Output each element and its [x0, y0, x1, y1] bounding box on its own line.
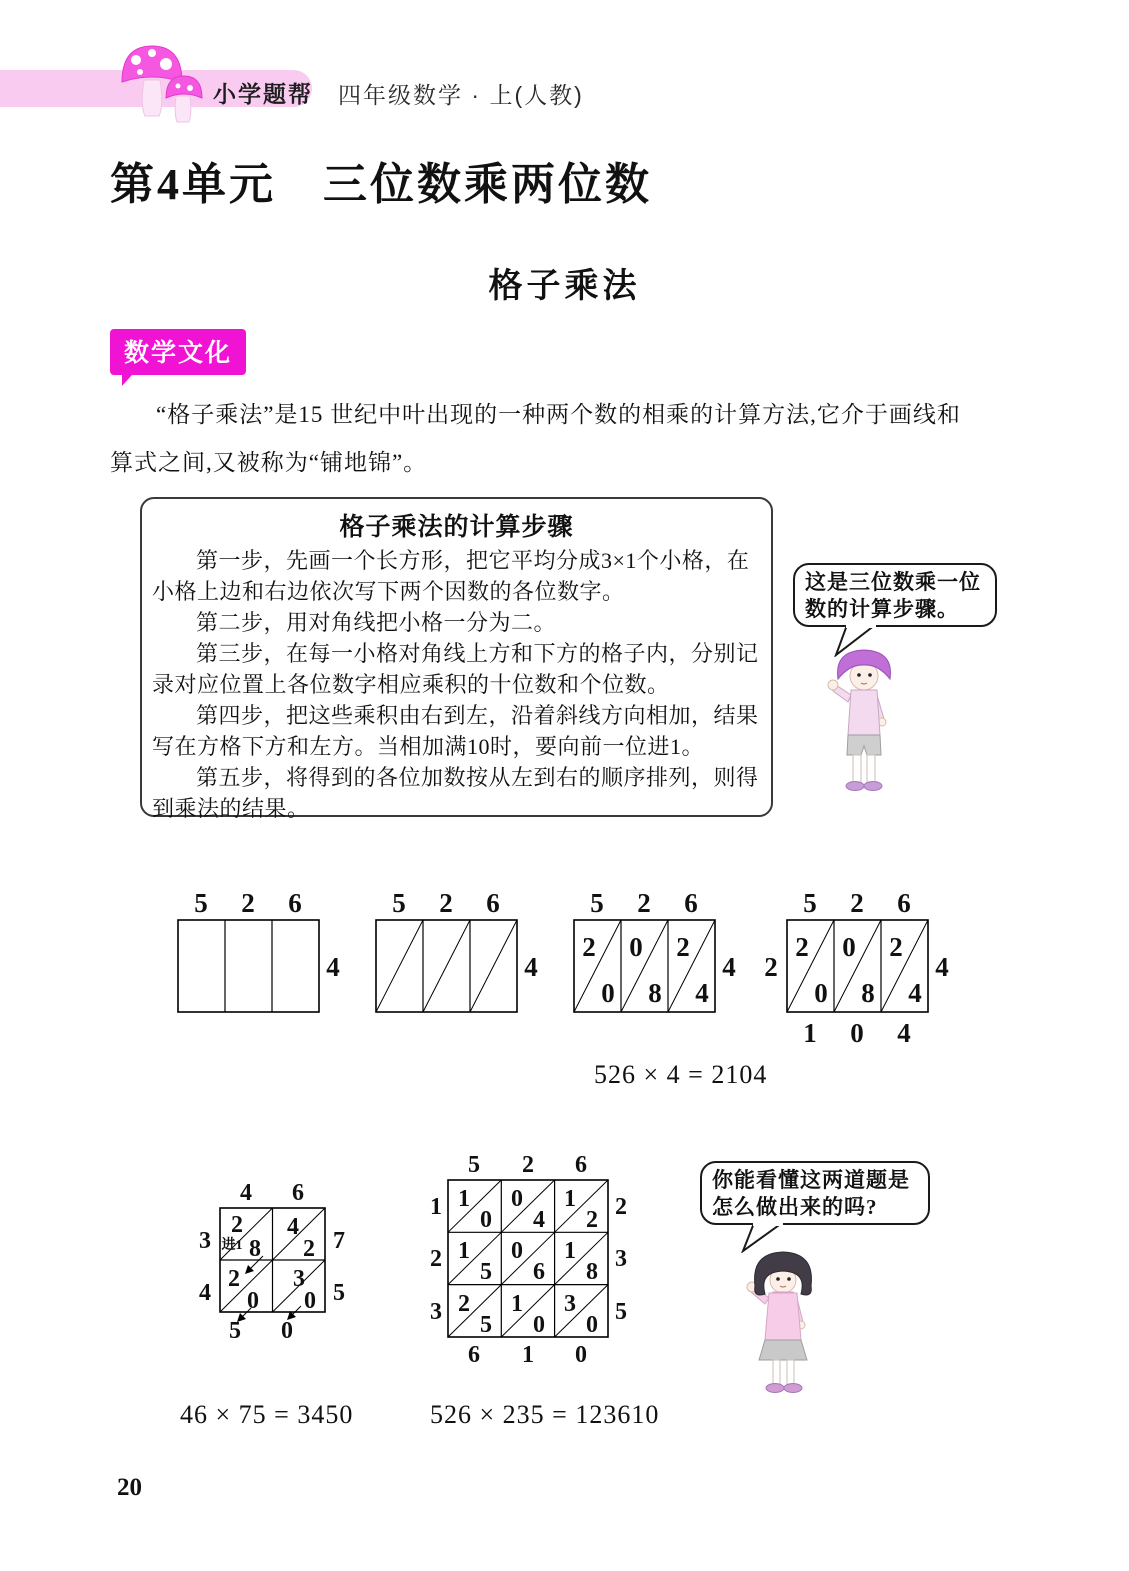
- cell-ones-digit: 2: [586, 1207, 598, 1233]
- cell-tens-digit: 2: [228, 1266, 240, 1292]
- cell-ones-digit: 6: [533, 1259, 545, 1285]
- intro-paragraph-line2: 算式之间,又被称为“铺地锦”。: [110, 450, 428, 475]
- cell-ones-digit: 0: [533, 1312, 545, 1338]
- cell-ones-digit: 0: [304, 1288, 316, 1314]
- boy-speech-line2: 数的计算步骤。: [805, 597, 959, 621]
- step-4: 第四步，把这些乘积由右到左，沿着斜线方向相加，结果写在方格下方和左方。当相加满10时，要向前一位进1。: [152, 703, 759, 759]
- factor-digit: 6: [292, 1180, 304, 1206]
- lattice-stage1-grid: [164, 884, 369, 1054]
- factor-digit: 2: [615, 1194, 627, 1220]
- cell-tens-digit: 2: [231, 1212, 243, 1238]
- result-digit: 3: [199, 1228, 211, 1254]
- equation-526x4: 526 × 4 = 2104: [594, 1060, 768, 1089]
- factor-digit: 2: [241, 888, 255, 918]
- cell-tens-digit: 3: [564, 1291, 576, 1317]
- girl-speech-bubble: [700, 1161, 930, 1225]
- cell-ones-digit: 8: [249, 1236, 261, 1262]
- cell-ones-digit: 5: [480, 1259, 492, 1285]
- section-title: 格子乘法: [488, 267, 641, 305]
- equation-526x235: 526 × 235 = 123610: [430, 1400, 660, 1429]
- result-digit: 1: [522, 1342, 534, 1368]
- factor-digit: 5: [468, 1152, 480, 1178]
- factor-digit: 5: [194, 888, 208, 918]
- steps-box: [140, 497, 773, 821]
- factor-digit: 5: [803, 888, 817, 918]
- result-digit: 6: [468, 1342, 480, 1368]
- cell-tens-digit: 0: [511, 1238, 523, 1264]
- cell-ones-digit: 0: [247, 1288, 259, 1314]
- factor-digit: 4: [326, 952, 340, 982]
- step-1: 第一步，先画一个长方形，把它平均分成3×1个小格，在小格上边和右边依次写下两个因数的各位数字。: [152, 548, 750, 604]
- factor-digit: 4: [524, 952, 538, 982]
- book-edition-title: 四年级数学 · 上(人教): [338, 82, 584, 108]
- cell-ones-digit: 8: [586, 1259, 598, 1285]
- step-3: 第三步，在每一小格对角线上方和下方的格子内，分别记录对应位置上各位数字相应乘积的十位数和个位数。: [152, 641, 759, 697]
- cell-tens-digit: 0: [842, 932, 856, 962]
- cell-ones-digit: 8: [861, 978, 875, 1008]
- cell-tens-digit: 1: [564, 1186, 576, 1212]
- cell-ones-digit: 0: [586, 1312, 598, 1338]
- result-digit: 3: [430, 1299, 442, 1325]
- intro-paragraph-line1: “格子乘法”是15 世纪中叶出现的一种两个数的相乘的计算方法,它介于画线和: [156, 402, 961, 427]
- factor-digit: 7: [333, 1228, 345, 1254]
- cell-tens-digit: 0: [629, 932, 643, 962]
- cell-ones-digit: 4: [533, 1207, 545, 1233]
- badge-tail: [122, 366, 140, 386]
- factor-digit: 4: [935, 952, 949, 982]
- factor-digit: 2: [522, 1152, 534, 1178]
- cell-tens-digit: 2: [458, 1291, 470, 1317]
- factor-digit: 3: [615, 1246, 627, 1272]
- equation-46x75: 46 × 75 = 3450: [180, 1400, 354, 1429]
- result-digit: 2: [430, 1246, 442, 1272]
- factor-digit: 4: [240, 1180, 252, 1206]
- boy-speech-line1: 这是三位数乘一位: [805, 570, 981, 594]
- result-digit: 0: [281, 1318, 293, 1344]
- factor-digit: 5: [333, 1280, 345, 1306]
- carry-note: 进1: [221, 1238, 243, 1253]
- cell-tens-digit: 4: [287, 1214, 299, 1240]
- cell-tens-digit: 2: [676, 932, 690, 962]
- steps-box-title: 格子乘法的计算步骤: [339, 514, 574, 541]
- boy-speech-bubble: [793, 563, 997, 627]
- cell-tens-digit: 1: [564, 1238, 576, 1264]
- factor-digit: 5: [615, 1299, 627, 1325]
- factor-digit: 4: [722, 952, 736, 982]
- factor-digit: 5: [590, 888, 604, 918]
- cell-tens-digit: 1: [458, 1186, 470, 1212]
- factor-digit: 6: [575, 1152, 587, 1178]
- step-5: 第五步，将得到的各位加数按从左到右的顺序排列，则得到乘法的结果。: [152, 765, 759, 821]
- cell-ones-digit: 8: [648, 978, 662, 1008]
- result-digit: 0: [850, 1018, 864, 1048]
- cell-ones-digit: 5: [480, 1312, 492, 1338]
- girl-character-illustration: [735, 1246, 830, 1394]
- cell-ones-digit: 2: [303, 1236, 315, 1262]
- mushrooms-icon: [112, 36, 212, 128]
- factor-digit: 6: [288, 888, 302, 918]
- cell-ones-digit: 0: [480, 1207, 492, 1233]
- lattice-46x75-grid: [185, 1152, 360, 1352]
- result-digit: 5: [229, 1318, 241, 1344]
- cell-tens-digit: 2: [582, 932, 596, 962]
- lattice-stage4-grid: [755, 884, 960, 1054]
- cell-tens-digit: 1: [458, 1238, 470, 1264]
- step-2: 第二步，用对角线把小格一分为二。: [196, 610, 557, 635]
- cell-ones-digit: 0: [814, 978, 828, 1008]
- brand-title: 小学题帮: [213, 81, 313, 107]
- factor-digit: 2: [439, 888, 453, 918]
- factor-digit: 6: [897, 888, 911, 918]
- lattice-526x235-grid: [428, 1142, 643, 1372]
- lattice-stage2-grid: [362, 884, 567, 1054]
- result-digit: 2: [764, 952, 778, 982]
- factor-digit: 2: [637, 888, 651, 918]
- result-digit: 4: [897, 1018, 911, 1048]
- cell-tens-digit: 2: [889, 932, 903, 962]
- lattice-stage3-grid: [560, 884, 765, 1054]
- cell-ones-digit: 0: [601, 978, 615, 1008]
- factor-digit: 6: [684, 888, 698, 918]
- cell-tens-digit: 3: [293, 1266, 305, 1292]
- girl-speech-line1: 你能看懂这两道题是: [712, 1168, 910, 1192]
- chapter-title: 第4单元 三位数乘两位数: [110, 160, 652, 209]
- cell-tens-digit: 1: [511, 1291, 523, 1317]
- result-digit: 1: [803, 1018, 817, 1048]
- factor-digit: 2: [850, 888, 864, 918]
- result-digit: 1: [430, 1194, 442, 1220]
- result-digit: 4: [199, 1280, 211, 1306]
- factor-digit: 6: [486, 888, 500, 918]
- cell-tens-digit: 2: [795, 932, 809, 962]
- page-number: 20: [117, 1474, 142, 1501]
- boy-character-illustration: [820, 645, 908, 793]
- result-digit: 0: [575, 1342, 587, 1368]
- cell-ones-digit: 4: [908, 978, 922, 1008]
- cell-ones-digit: 4: [695, 978, 709, 1008]
- girl-speech-line2: 怎么做出来的吗?: [712, 1195, 878, 1219]
- math-culture-badge: 数学文化: [110, 329, 246, 375]
- cell-tens-digit: 0: [511, 1186, 523, 1212]
- factor-digit: 5: [392, 888, 406, 918]
